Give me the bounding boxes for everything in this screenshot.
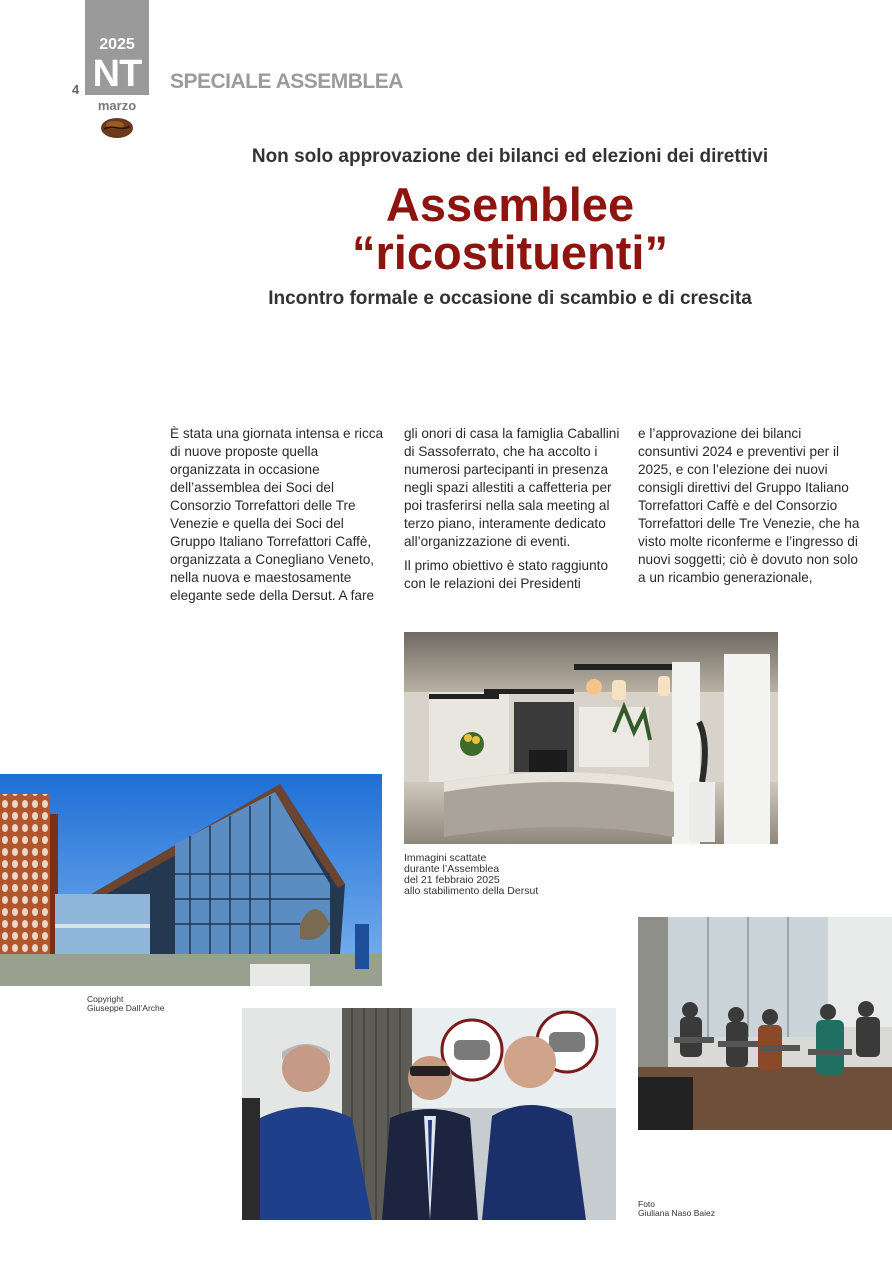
page-number: 4 (72, 82, 80, 97)
photo-credit: Foto Giuliana Naso Baiez (638, 1199, 716, 1218)
issue-year: 2025 (99, 36, 135, 53)
section-title: SPECIALE ASSEMBLEA (170, 70, 403, 93)
article-title-line2: “ricostituenti” (352, 226, 668, 279)
coffee-bean-icon (100, 117, 134, 139)
article-kicker: Non solo approvazione dei bilanci ed elezioni dei direttivi (251, 146, 769, 167)
column-2-paragraph-1: gli onori di casa la famiglia Caballini di Sassoferrato, che ha accolto i numerosi partecipanti in presenza negli spazi allestiti a caffetteria per poi trasferirsi nella sala meeting al terzo piano, interamente dedicato all’organizzazione di eventi. (404, 426, 620, 549)
reception-photo (404, 632, 778, 844)
building-photo (0, 774, 382, 986)
magazine-logo: NT (92, 53, 142, 95)
article-title-line1: Assemblee (385, 178, 635, 231)
conversation-photo (242, 1008, 616, 1220)
text-column-1 (170, 425, 392, 611)
column-2-paragraph-2: Il primo obiettivo è stato raggiunto con le relazioni dei Presidenti (404, 558, 609, 591)
meeting-room-photo (638, 917, 892, 1130)
building-photo-credit: Copyright Giuseppe Dall’Arche (87, 994, 165, 1013)
article-subtitle: Incontro formale e occasione di scambio e di crescita (268, 288, 752, 309)
issue-month: marzo (97, 98, 137, 113)
text-column-2 (404, 425, 626, 599)
event-photos-caption: Immagini scattate durante l’Assemblea del 21 febbraio 2025 allo stabilimento della Dersut (404, 852, 539, 897)
column-3-paragraph: e l’approvazione dei bilanci consuntivi 2024 e preventivi per il 2025, e con l’elezione dei nuovi consigli direttivi del Gruppo Italiano Torrefattori Caffè e del Consorzio Torrefattori delle Tre Venezie, che ha visto molte riconferme e l’ingresso di nuovi soggetti; ciò è dovuto non solo a un ricambio generazionale, (638, 426, 860, 585)
article-title (0, 178, 892, 279)
column-1-paragraph: È stata una giornata intensa e ricca di nuove proposte quella organizzata in occasione dell’assemblea dei Soci del Consorzio Torrefattori delle Tre Venezie e quella dei Soci del Gruppo Italiano Torrefattori Caffè, organizzata a Conegliano Veneto, nella nuova e maestosamente elegante sede della Dersut. A fare (170, 426, 384, 603)
text-column-3 (638, 425, 860, 593)
